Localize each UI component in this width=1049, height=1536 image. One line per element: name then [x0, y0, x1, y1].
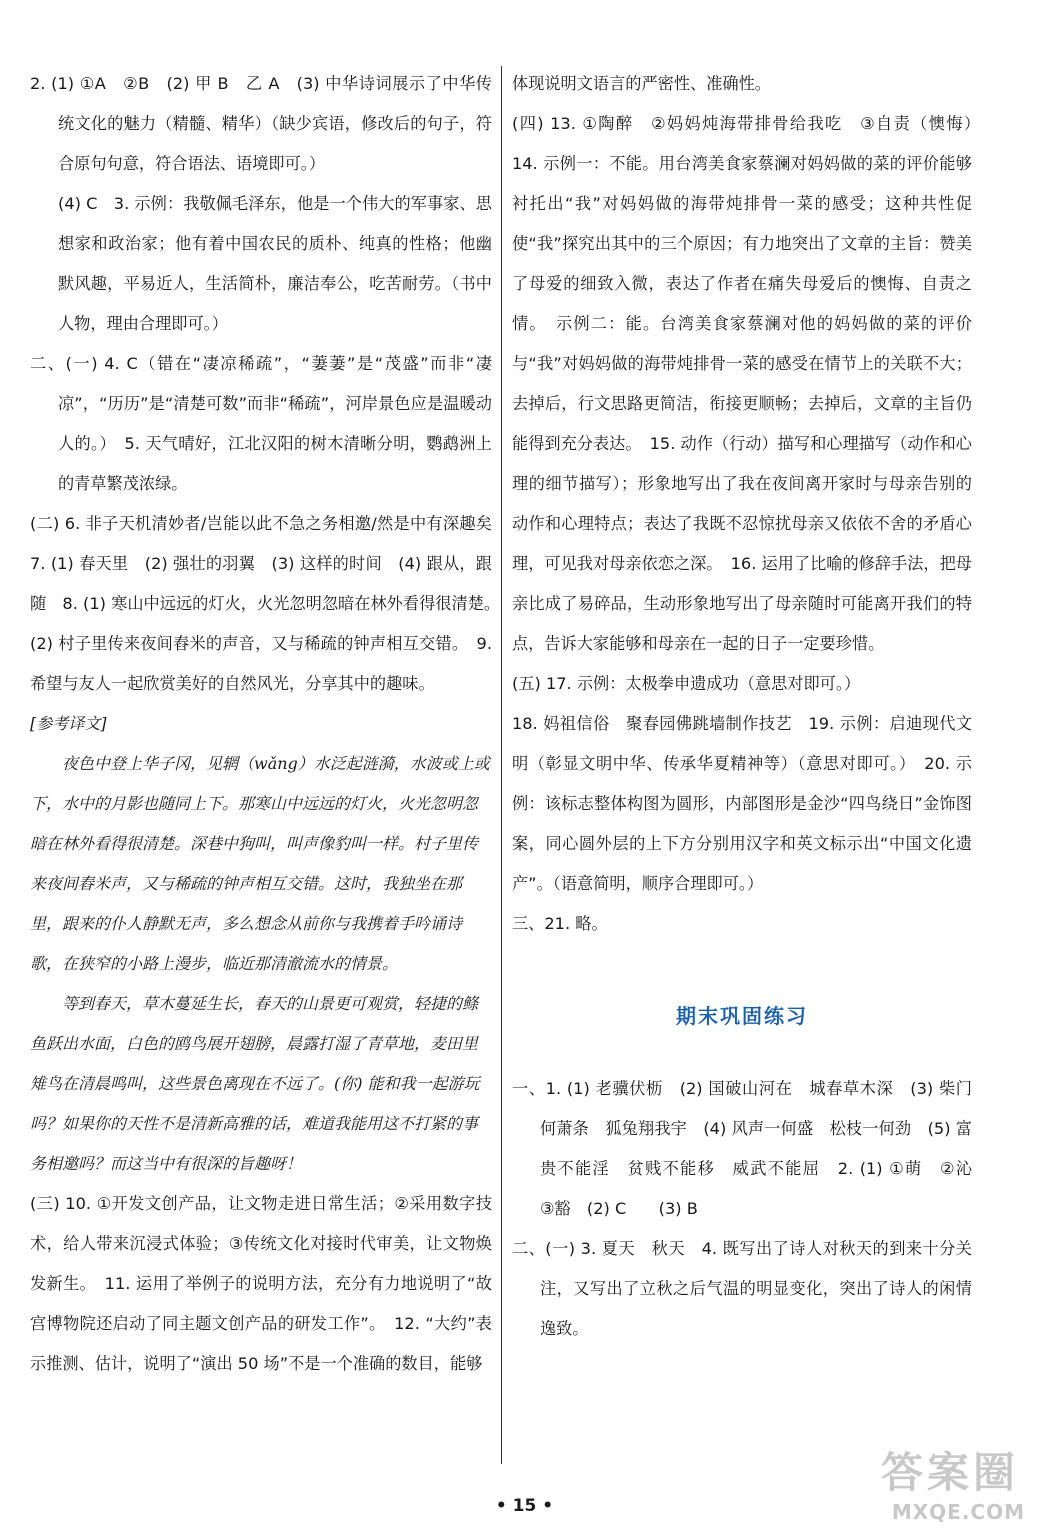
answer-block-9: 三、21. 略。: [512, 914, 608, 933]
answer-block-2: (4) C 3. 示例：我敬佩毛泽东，他是一个伟大的军事家、思想家和政治家；他有着中国农民的质朴、纯真的性格；他幽默风趣，平易近人，生活简朴，廉洁奉公，吃苦耐劳。（书中人物，理由合理即可。）: [58, 194, 492, 333]
answer-block-11: 二、(一) 3. 夏天 秋天 4. 既写出了诗人对秋天的到来十分关注，又写出了立秋之后气温的明显变化，突出了诗人的闲情逸致。: [512, 1239, 972, 1338]
right-column: [512, 64, 989, 1349]
reference-translation-label: [参考译文]: [30, 714, 107, 733]
watermark-logo: 答案圈: [880, 1448, 1019, 1497]
answer-block-1: 2. (1) ①A ②B (2) 甲 B 乙 A (3) 中华诗词展示了中华传统文化的魅力（精髓、精华）（缺少宾语，修改后的句子，符合原句句意，符合语法、语境即可。）: [30, 74, 492, 173]
page-number: • 15 •: [495, 1496, 554, 1516]
answer-block-4: (二) 6. 非子天机清妙者/岂能以此不急之务相邀/然是中有深趣矣 7. (1) 春天里 (2) 强壮的羽翼 (3) 这样的时间 (4) 跟从，跟随 8. (1) 寒山中远远的灯火，火光忽明忽暗在林外看得很清楚。 (2) 村子里传来夜间舂米的声音，又与稀疏的钟声相互交错。 9. 希望与友人一起欣赏美好的自然风光，分享其中的趣味。: [30, 514, 509, 693]
answer-block-7: (四) 13. ①陶醉 ②妈妈炖海带排骨给我吃 ③自责（懊悔） 14. 示例一：不能。用台湾美食家蔡澜对妈妈做的菜的评价能够衬托出“我”对妈妈做的海带炖排骨一菜的感受；这种共性促使“我”探究出其中的三个原因；有力地突出了文章的主旨：赞美了母爱的细致入微，表达了作者在痛失母爱后的懊悔、自责之情。 示例二：能。台湾美食家蔡澜对他的妈妈做的菜的评价与“我”对妈妈做的海带炖排骨一菜的感受在情节上的关联不大；去掉后，行文思路更简洁，衔接更顺畅；去掉后，文章的主旨仍能得到充分表达。 15. 动作（行动）描写和心理描写（动作和心理的细节描写）；形象地写出了我在夜间离开家时与母亲告别的动作和心理特点；表达了我既不忍惊扰母亲又依依不舍的矛盾心理，可见我对母亲依恋之深。 16. 运用了比喻的修辞手法，把母亲比成了易碎品，生动形象地写出了母亲随时可能离开我们的特点，告诉大家能够和母亲在一起的日子一定要珍惜。: [512, 114, 989, 653]
answer-block-6: 体现说明文语言的严密性、准确性。: [512, 74, 771, 93]
answer-block-10: 一、1. (1) 老骥伏枥 (2) 国破山河在 城春草木深 (3) 柴门何萧条 狐兔翔我宇 (4) 风声一何盛 松枝一何劲 (5) 富贵不能淫 贫贱不能移 威武不能屈 2. (1) ①萌 ②沁 ③豁 (2) C (3) B: [512, 1079, 989, 1218]
column-divider: [501, 66, 502, 1464]
answer-block-8a: (五) 17. 示例：太极拳申遗成功（意思对即可。）: [512, 674, 861, 693]
watermark: [869, 1448, 1039, 1530]
watermark-site: MXQE.COM: [891, 1500, 1025, 1524]
answer-block-3: 二、(一) 4. C（错在“凄凉稀疏”，“萋萋”是“茂盛”而非“凄凉”，“历历”是“清楚可数”而非“稀疏”，河岸景色应是温暖动人的。） 5. 天气晴好，江北汉阳的树木清晰分明，鹦鹉洲上的青草繁茂浓绿。: [30, 354, 492, 493]
answer-block-5: (三) 10. ①开发文创产品，让文物走进日常生活；②采用数字技术，给人带来沉浸式体验；③传统文化对接时代审美，让文物焕发新生。 11. 运用了举例子的说明方法，充分有力地说明了“故宫博物院还启动了同主题文创产品的研发工作”。 12. “大约”表示推测、估计，说明了“演出 50 场”不是一个准确的数目，能够: [30, 1194, 492, 1373]
translation-paragraph-2: 等到春天，草木蔓延生长，春天的山景更可观赏，轻捷的鲦鱼跃出水面，白色的鸥鸟展开翅膀，晨露打湿了青草地，麦田里雉鸟在清晨鸣叫，这些景色离现在不远了。(你) 能和我一起游玩吗？如果你的天性不是清新高雅的话，难道我能用这不打紧的事务相邀吗？而这当中有很深的旨趣呀！: [30, 994, 480, 1173]
left-column: [30, 64, 509, 1384]
answer-block-8b: 18. 妈祖信俗 聚春园佛跳墙制作技艺 19. 示例：启迪现代文明（彰显文明中华、传承华夏精神等）（意思对即可。） 20. 示例：该标志整体构图为圆形，内部图形是金沙“四鸟绕日”金饰图案，同心圆外层的上下方分别用汉字和英文标示出“中国文化遗产”。（语意简明，顺序合理即可。）: [512, 714, 972, 893]
section-title: 期末巩固练习: [676, 1004, 808, 1028]
translation-paragraph-1: 夜色中登上华子冈，见辋（wǎng）水泛起涟漪，水波或上或下，水中的月影也随同上下。那寒山中远远的灯火，火光忽明忽暗在林外看得很清楚。深巷中狗叫，叫声像豹叫一样。村子里传来夜间舂米声，又与稀疏的钟声相互交错。这时，我独坐在那里，跟来的仆人静默无声，多么想念从前你与我携着手吟诵诗歌，在狭窄的小路上漫步，临近那清澈流水的情景。: [30, 754, 490, 973]
